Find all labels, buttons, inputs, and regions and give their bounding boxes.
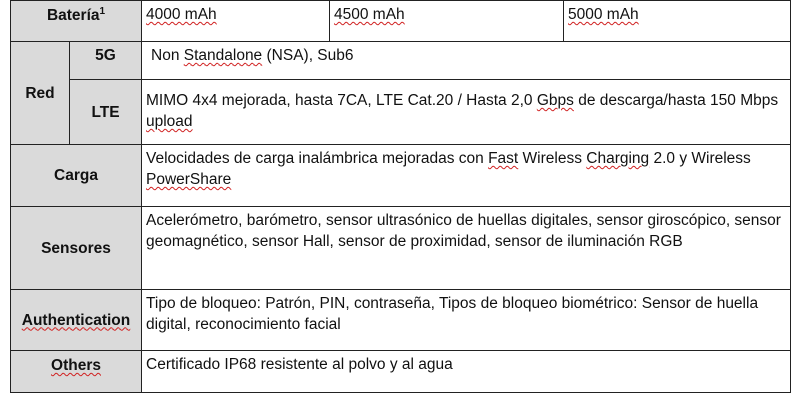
bateria-label-text: Batería <box>46 7 100 24</box>
red-lte-value-pre: MIMO 4x4 mejorada, hasta 7CA, LTE Cat.20 / Hasta 2,0 <box>146 92 537 109</box>
bateria-value-3 <box>564 1 791 42</box>
others-label <box>11 351 142 393</box>
red-5g-value <box>142 42 791 80</box>
row-red-5g <box>11 42 791 80</box>
carga-value-sq1: Fast <box>488 150 519 167</box>
red-label: Red <box>11 42 70 145</box>
row-others <box>11 351 791 393</box>
carga-value-mid1: Wireless <box>518 150 587 167</box>
red-5g-value-post: (NSA), Sub6 <box>262 47 354 64</box>
row-carga <box>11 145 791 207</box>
bateria-label <box>11 1 142 42</box>
red-lte-value-mid: de descarga/hasta 150 Mbps <box>573 92 779 109</box>
authentication-label <box>11 290 142 351</box>
row-bateria <box>11 1 791 42</box>
red-5g-value-sq: Standalone <box>183 47 263 64</box>
carga-label: Carga <box>11 145 142 207</box>
bateria-value-3-text: 5000 mAh <box>568 6 639 23</box>
bateria-footnote: 1 <box>99 5 106 17</box>
others-label-text: Others <box>51 357 101 374</box>
red-5g-label: 5G <box>70 42 142 80</box>
row-authentication <box>11 290 791 351</box>
bateria-value-1 <box>142 1 330 42</box>
others-value: Certificado IP68 resistente al polvo y al agua <box>142 351 791 393</box>
red-lte-value-sq2: upload <box>146 113 193 130</box>
sensores-value: Acelerómetro, barómetro, sensor ultrasónico de huellas digitales, sensor giroscópico, sensor geomagnético, sensor Hall, sensor de proximidad, sensor de iluminación RGB <box>142 207 791 290</box>
bateria-value-1-text: 4000 mAh <box>146 6 217 23</box>
red-lte-label: LTE <box>70 80 142 145</box>
authentication-value: Tipo de bloqueo: Patrón, PIN, contraseña, Tipos de bloqueo biométrico: Sensor de huella digital, reconocimiento facial <box>142 290 791 351</box>
red-5g-value-pre: Non <box>151 47 184 64</box>
carga-value-pre: Velocidades de carga inalámbrica mejoradas con <box>146 150 489 167</box>
red-lte-value-sq1: Gbps <box>536 92 574 109</box>
bateria-value-2-text: 4500 mAh <box>334 6 405 23</box>
carga-value-sq3: PowerShare <box>146 171 232 188</box>
red-lte-value <box>142 80 791 145</box>
row-red-lte <box>11 80 791 145</box>
authentication-label-text: Authentication <box>21 311 131 329</box>
row-sensores <box>11 207 791 290</box>
carga-value <box>142 145 791 207</box>
spec-table <box>10 0 791 393</box>
sensores-label: Sensores <box>11 207 142 290</box>
carga-value-mid2: 2.0 y Wireless <box>649 150 751 167</box>
carga-value-sq2: Charging <box>586 150 650 167</box>
bateria-value-2 <box>330 1 564 42</box>
